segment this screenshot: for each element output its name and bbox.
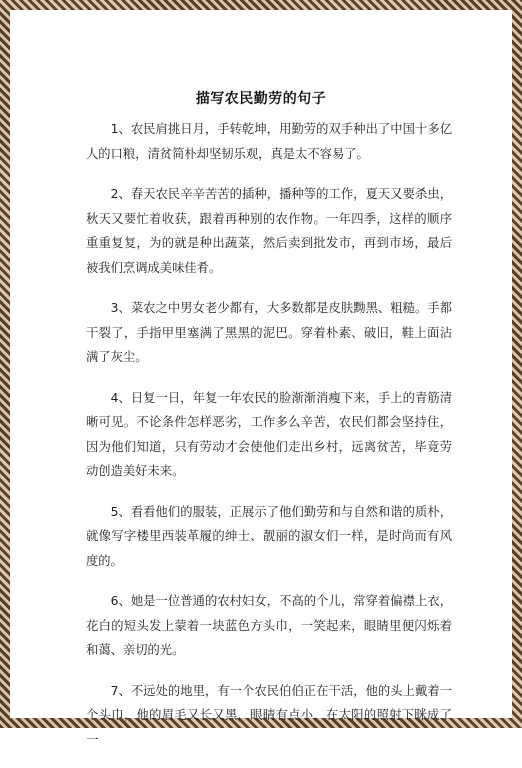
paragraph-4: 4、日复一日，年复一年农民的脸渐渐消瘦下来，手上的青筋清晰可见。不论条件怎样恶劣，工作多么辛苦，农民们都会坚持住，因为他们知道，只有劳动才会使他们走出乡村，远离贫苦，毕竟劳动创造美好未来。 xyxy=(86,390,452,478)
paragraph-3: 3、菜农之中男女老少都有，大多数都是皮肤黝黑、粗糙。手都干裂了，手指甲里塞满了黑黑的泥巴。穿着朴素、破旧，鞋上面沾满了灰尘。 xyxy=(86,301,452,364)
paragraph-6: 6、她是一位普通的农村妇女，不高的个儿，常穿着偏襟上衣，花白的短头发上蒙着一块蓝色方头巾，一笑起来，眼睛里便闪烁着和蔼、亲切的光。 xyxy=(86,594,452,657)
document-page xyxy=(10,10,512,747)
paragraph-2: 2、春天农民辛辛苦苦的插种，播种等的工作，夏天又要杀虫，秋天又要忙着收获，跟着再种别的农作物。一年四季，这样的顺序重重复复，为的就是种出蔬菜，然后卖到批发市，再到市场，最后被我们烹调成美味佳肴。 xyxy=(86,187,452,275)
paragraph-1: 1、农民肩挑日月，手转乾坤，用勤劳的双手种出了中国十多亿人的口粮，清贫简朴却坚韧乐观，真是太不容易了。 xyxy=(86,122,452,161)
document-body xyxy=(86,117,452,768)
document-title: 描写农民勤劳的句子 xyxy=(195,91,327,107)
paragraph-7: 7、不远处的地里，有一个农民伯伯正在干活，他的头上戴着一个头巾，他的眉毛又长又黑，眼睛有点小，在太阳的照射下眯成了一 xyxy=(86,683,452,747)
paragraph-5: 5、看看他们的服装，正展示了他们勤劳和与自然和谐的质朴，就像写字楼里西装革履的绅士、靓丽的淑女们一样，是时尚而有风度的。 xyxy=(86,504,452,568)
